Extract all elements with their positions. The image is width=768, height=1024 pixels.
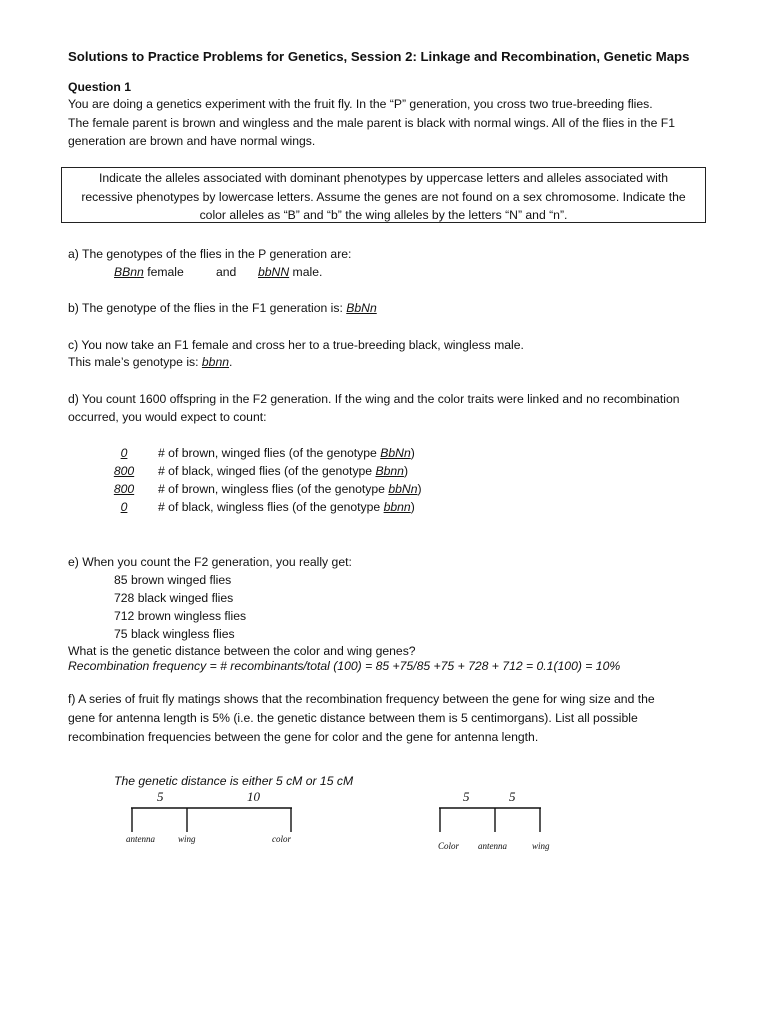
genotype: bbnn <box>383 500 411 514</box>
genotype: bbNn <box>388 482 418 496</box>
desc-text: # of black, winged flies (of the genotype <box>158 464 376 478</box>
desc-text: # of black, wingless flies (of the genotype <box>158 500 384 514</box>
part-f-line: recombination frequencies between the gene for color and the gene for antenna length. <box>68 730 539 744</box>
male-label: male. <box>289 265 323 279</box>
male-genotype: bbNN <box>258 265 290 279</box>
observed-count: 75 black wingless flies <box>114 627 235 641</box>
paren: ) <box>410 500 415 514</box>
paren: ) <box>410 446 415 460</box>
part-f-line: gene for antenna length is 5% (i.e. the genetic distance between them is 5 centimorgans). List all possible <box>68 711 638 725</box>
instruction-line: color alleles as “B” and “b” the wing alleles by the letters “N” and “n”. <box>199 208 568 222</box>
part-c-prompt: c) You now take an F1 female and cross her to a true-breeding black, wingless male. <box>68 338 524 352</box>
map1-label-wing: wing <box>178 834 196 844</box>
genotype: BbNn <box>380 446 411 460</box>
period: . <box>229 355 233 369</box>
f1-genotype: BbNn <box>346 301 377 315</box>
desc-text: # of brown, wingless flies (of the genotype <box>158 482 389 496</box>
expected-count: 800 <box>113 482 135 496</box>
paren: ) <box>417 482 422 496</box>
desc-text: # of brown, winged flies (of the genotype <box>158 446 381 460</box>
part-f-answer: The genetic distance is either 5 cM or 15 cM <box>114 774 354 788</box>
intro-line: You are doing a genetics experiment with the fruit fly. In the “P” generation, you cross two true-breeding flies. <box>68 97 653 111</box>
map2-label-antenna: antenna <box>478 841 507 851</box>
map2-label-color: Color <box>438 841 460 851</box>
part-c-prompt2: This male’s genotype is: <box>68 355 202 369</box>
female-genotype: BBnn <box>114 265 144 279</box>
part-b-prompt: b) The genotype of the flies in the F1 generation is: <box>68 301 347 315</box>
and-text: and <box>216 265 237 279</box>
genotype: Bbnn <box>375 464 404 478</box>
map2-distance-1: 5 <box>463 789 470 804</box>
part-d-prompt2: occurred, you would expect to count: <box>68 410 267 424</box>
part-e-prompt: e) When you count the F2 generation, you really get: <box>68 555 352 569</box>
part-a-prompt: a) The genotypes of the flies in the P generation are: <box>68 247 352 261</box>
expected-count: 800 <box>113 464 135 478</box>
part-f-line: f) A series of fruit fly matings shows that the recombination frequency between the gene for wing size and the <box>68 692 655 706</box>
intro-line: generation are brown and have normal wings. <box>68 134 316 148</box>
male-cross-genotype: bbnn <box>201 355 230 369</box>
part-d-prompt: d) You count 1600 offspring in the F2 generation. If the wing and the color traits were linked and no recombination <box>68 392 680 406</box>
map1-label-antenna: antenna <box>126 834 155 844</box>
map1-label-color: color <box>272 834 291 844</box>
expected-count: 0 <box>120 500 128 514</box>
page-title: Solutions to Practice Problems for Genetics, Session 2: Linkage and Recombination, Genetic Maps <box>68 49 690 64</box>
map1-distance-2: 10 <box>247 789 260 804</box>
map2-distance-2: 5 <box>509 789 516 804</box>
map1-distance-1: 5 <box>157 789 164 804</box>
map2-label-wing: wing <box>532 841 550 851</box>
part-e-question: What is the genetic distance between the color and wing genes? <box>68 644 416 658</box>
expected-count: 0 <box>120 446 128 460</box>
observed-count: 728 black winged flies <box>114 591 234 605</box>
observed-count: 85 brown winged flies <box>114 573 232 587</box>
question-heading: Question 1 <box>68 80 131 94</box>
female-label: female <box>143 265 184 279</box>
part-e-answer: Recombination frequency = # recombinants/total (100) = 85 +75/85 +75 + 728 + 712 = 0.1(100) = 10% <box>68 659 621 673</box>
paren: ) <box>403 464 409 478</box>
intro-line: The female parent is brown and wingless and the male parent is black with normal wings. All of the flies in the F1 <box>68 116 675 130</box>
instruction-line: Indicate the alleles associated with dominant phenotypes by uppercase letters and alleles associated with <box>98 171 669 185</box>
observed-count: 712 brown wingless flies <box>114 609 247 623</box>
instruction-line: recessive phenotypes by lowercase letters. Assume the genes are not found on a sex chromosome. Indicate the <box>81 189 686 204</box>
